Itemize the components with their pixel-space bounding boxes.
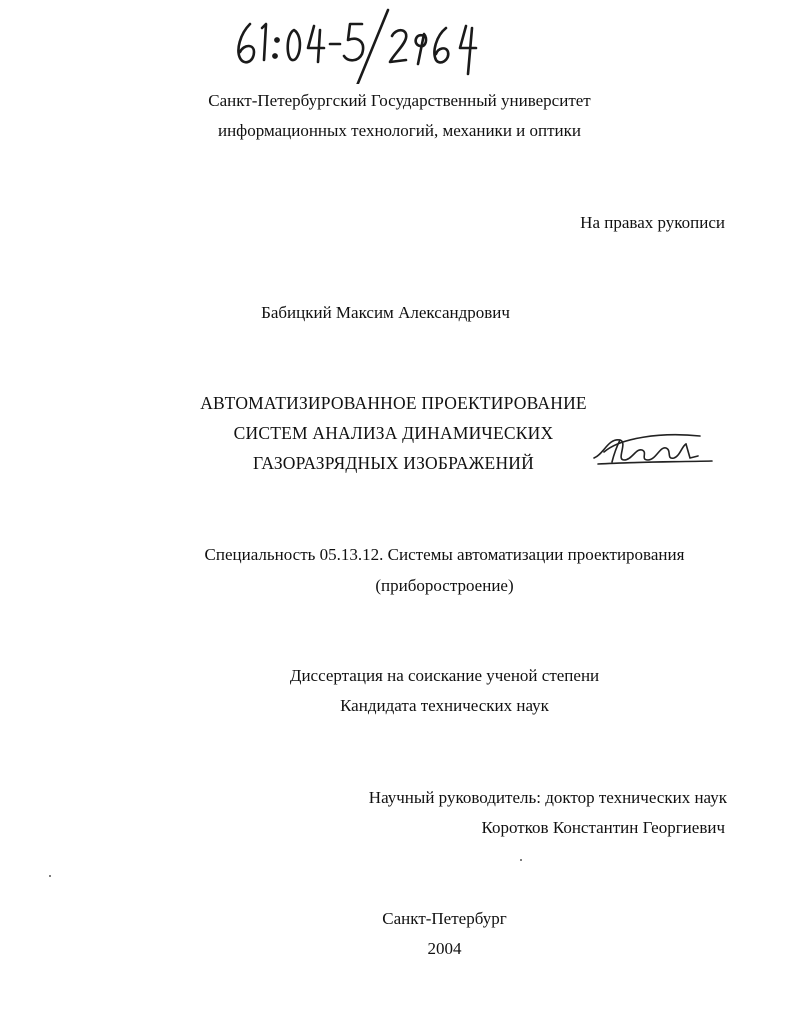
supervisor-line2: Коротков Константин Георгиевич [481,818,725,837]
handwritten-archive-number [230,4,490,84]
supervisor-line1: Научный руководитель: доктор технических наук [368,788,727,807]
scan-speck [520,859,522,861]
dissertation-line2: Кандидата технических наук [340,696,549,715]
author-name: Бабицкий Максим Александрович [261,303,510,322]
thesis-title-line3: ГАЗОРАЗРЯДНЫХ ИЗОБРАЖЕНИЙ [253,453,534,473]
dissertation-line1: Диссертация на соискание ученой степени [289,666,600,685]
university-name-line2: информационных технологий, механики и оптики [217,121,581,140]
specialty-line1: Специальность 05.13.12. Системы автоматизации проектирования [204,545,685,564]
year: 2004 [427,939,462,958]
thesis-title-line1: АВТОМАТИЗИРОВАННОЕ ПРОЕКТИРОВАНИЕ [200,393,587,413]
rights-note: На правах рукописи [580,213,725,232]
university-name-line1: Санкт-Петербургский Государственный университет [208,91,591,110]
scan-speck [49,875,51,877]
thesis-title-line2: СИСТЕМ АНАЛИЗА ДИНАМИЧЕСКИХ [233,423,554,443]
place: Санкт-Петербург [382,909,507,928]
specialty-line2: (приборостроение) [375,576,514,595]
handwritten-signature [590,428,715,472]
